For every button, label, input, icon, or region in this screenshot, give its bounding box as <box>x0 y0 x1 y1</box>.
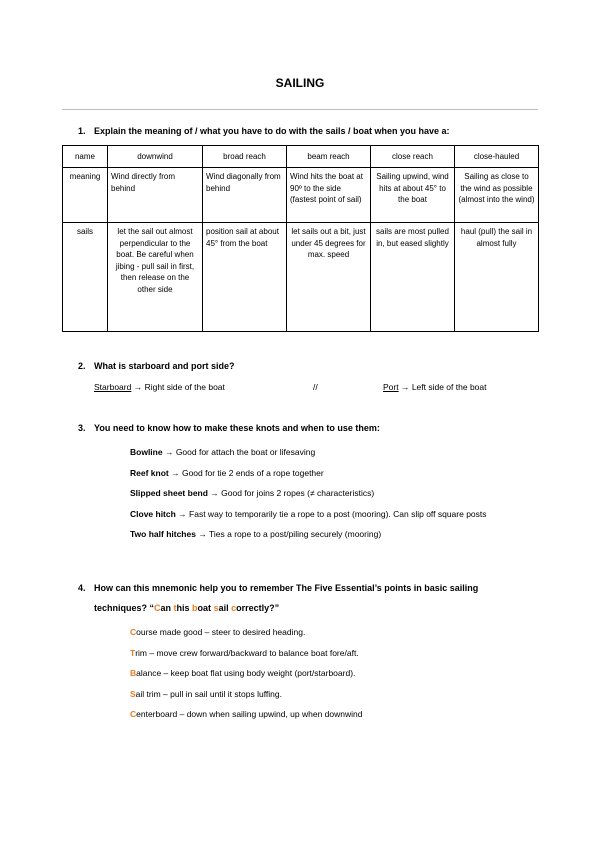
item-text: alance – keep boat flat using body weight (port/starboard). <box>136 668 356 679</box>
initial-letter: C <box>130 627 137 637</box>
table-header: name <box>63 146 108 168</box>
mnemonic-letter: t <box>173 603 177 613</box>
knot-name: Two half hitches <box>130 529 196 540</box>
list-item <box>130 622 363 643</box>
initial-letter: B <box>130 668 137 679</box>
mnemonic-letter: s <box>213 603 219 613</box>
table-cell: position sail at about 45° from the boat <box>203 223 287 332</box>
list-item <box>130 483 540 504</box>
table-header: close-hauled <box>455 146 539 168</box>
knot-desc: → Good for attach the boat or lifesaving <box>162 447 316 457</box>
table-cell: Wind diagonally from behind <box>203 168 287 223</box>
row-label: meaning <box>63 168 108 223</box>
starboard-term: Starboard <box>94 382 132 392</box>
table-header: beam reach <box>287 146 371 168</box>
starboard-definition <box>94 382 225 392</box>
row-label: sails <box>63 223 108 332</box>
table-header-row <box>63 146 539 168</box>
table-cell: sails are most pulled in, but eased slightly <box>371 223 455 332</box>
knot-name: Slipped sheet bend <box>130 488 208 499</box>
separator: // <box>313 382 318 392</box>
table-cell: let the sail out almost perpendicular to the boat. Be careful when jibing - pull sail in first, then release on the other side <box>108 223 203 332</box>
initial-letter: T <box>130 647 136 658</box>
initial-letter: S <box>130 688 136 699</box>
port-term: Port <box>383 382 399 392</box>
table-header: downwind <box>108 146 203 168</box>
table-header: close reach <box>371 146 455 168</box>
knot-desc: → Fast way to temporarily tie a rope to a post (mooring). Can slip off square posts <box>175 508 487 519</box>
item-text: enterboard – down when sailing upwind, up when downwind <box>136 709 363 720</box>
item-text: ourse made good – steer to desired heading. <box>136 627 306 637</box>
knot-desc: → Good for joins 2 ropes (≠ characteristics) <box>207 488 375 499</box>
list-item <box>130 663 363 684</box>
item-text: rim – move crew forward/backward to balance boat fore/aft. <box>135 647 359 658</box>
title-divider <box>62 109 538 110</box>
table-cell: haul (pull) the sail in almost fully <box>455 223 539 332</box>
list-item <box>130 504 540 525</box>
table-header: broad reach <box>203 146 287 168</box>
knot-name: Bowline <box>130 447 163 457</box>
question-text-line2: techniques? “Can this boat sail correctly?” <box>94 603 280 613</box>
port-text: → Left side of the boat <box>398 382 487 392</box>
points-of-sail-table <box>62 145 539 332</box>
table-row <box>63 223 539 332</box>
question-2 <box>78 361 235 371</box>
knot-name: Reef knot <box>130 467 169 478</box>
mnemonic-letter: c <box>231 603 237 613</box>
mnemonic-list <box>130 622 363 725</box>
port-definition <box>383 382 486 392</box>
question-text: How can this mnemonic help you to remember The Five Essential’s points in basic sailing <box>94 583 479 593</box>
question-text: Explain the meaning of / what you have to do with the sails / boat when you have a: <box>94 126 450 136</box>
mnemonic-letter: C <box>154 603 161 613</box>
question-3 <box>78 423 380 433</box>
page-title: SAILING <box>275 76 325 90</box>
list-item <box>130 442 540 463</box>
question-text: You need to know how to make these knots and when to use them: <box>94 423 380 433</box>
mnemonic-letter: b <box>192 603 198 613</box>
table-cell: Sailing upwind, wind hits at about 45° to the boat <box>371 168 455 223</box>
knot-desc: → Good for tie 2 ends of a rope together <box>168 467 324 478</box>
question-number: 2. <box>78 361 86 371</box>
initial-letter: C <box>130 709 137 720</box>
list-item <box>130 684 363 705</box>
table-cell: Sailing as close to the wind as possible (almost into the wind) <box>455 168 539 223</box>
table-row <box>63 168 539 223</box>
list-item <box>130 524 540 545</box>
table-cell: Wind hits the boat at 90º to the side (fastest point of sail) <box>287 168 371 223</box>
list-item <box>130 643 363 664</box>
question-4 <box>78 583 479 613</box>
item-text: ail trim – pull in sail until it stops luffing. <box>135 688 282 699</box>
question-text: What is starboard and port side? <box>94 361 235 371</box>
table-cell: let sails out a bit, just under 45 degrees for max. speed <box>287 223 371 332</box>
question-number: 4. <box>78 583 86 593</box>
question-number: 1. <box>78 126 86 136</box>
knot-name: Clove hitch <box>130 508 176 519</box>
list-item <box>130 463 540 484</box>
knots-list <box>130 442 540 545</box>
starboard-text: → Right side of the boat <box>131 382 225 392</box>
list-item <box>130 704 363 725</box>
table-cell: Wind directly from behind <box>108 168 203 223</box>
question-1 <box>78 126 450 136</box>
question-number: 3. <box>78 423 86 433</box>
knot-desc: → Ties a rope to a post/piling securely (mooring) <box>195 529 382 540</box>
